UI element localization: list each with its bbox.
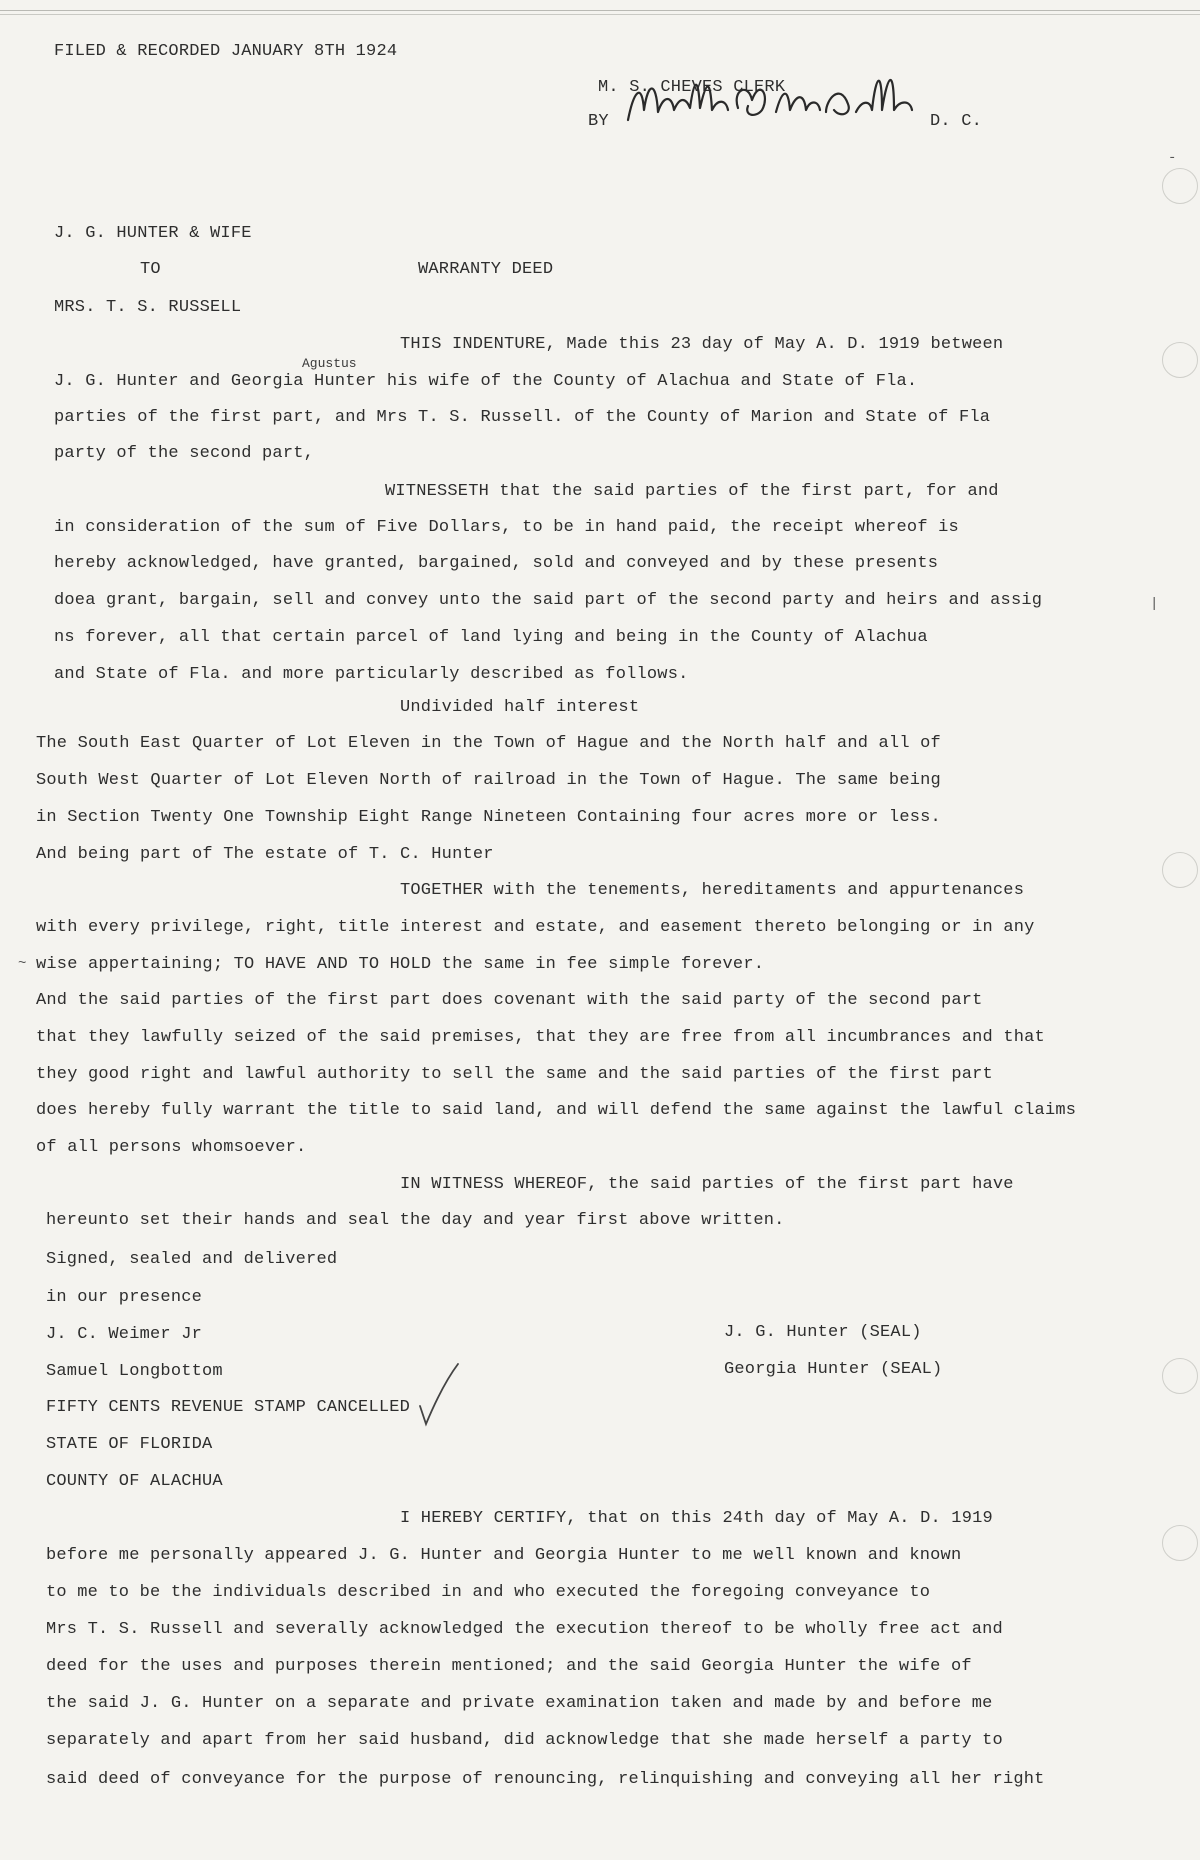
grantor-signature: Georgia Hunter (SEAL)	[724, 1360, 943, 1379]
body-line: the said J. G. Hunter on a separate and private examination taken and made by and before me	[46, 1694, 993, 1713]
body-line: hereby acknowledged, have granted, bargained, sold and conveyed and by these presents	[54, 554, 939, 573]
body-line: that they lawfully seized of the said premises, that they are free from all incumbrances and that	[36, 1028, 1045, 1047]
filed-recorded-line: FILED & RECORDED JANUARY 8TH 1924	[54, 42, 398, 61]
punch-hole	[1162, 1358, 1198, 1394]
body-line: in Section Twenty One Township Eight Range Nineteen Containing four acres more or less.	[36, 808, 941, 827]
body-line: they good right and lawful authority to sell the same and the said parties of the first part	[36, 1065, 993, 1084]
body-line: in consideration of the sum of Five Dollars, to be in hand paid, the receipt whereof is	[54, 518, 959, 537]
witness-name: J. C. Weimer Jr	[46, 1325, 203, 1344]
body-line: I HEREBY CERTIFY, that on this 24th day of May A. D. 1919	[400, 1509, 993, 1528]
grantee-name: MRS. T. S. RUSSELL	[54, 298, 242, 317]
body-line: IN WITNESS WHEREOF, the said parties of the first part have	[400, 1175, 1014, 1194]
by-label: BY	[588, 112, 609, 131]
body-line: The South East Quarter of Lot Eleven in the Town of Hague and the North half and all of	[36, 734, 941, 753]
body-line: doea grant, bargain, sell and convey unto the said part of the second party and heirs and assig	[54, 591, 1043, 610]
top-rule-secondary	[0, 14, 1200, 15]
body-line: Signed, sealed and delivered	[46, 1250, 338, 1269]
body-line: hereunto set their hands and seal the day and year first above written.	[46, 1211, 785, 1230]
body-line: Mrs T. S. Russell and severally acknowledged the execution thereof to be wholly free act and	[46, 1620, 1003, 1639]
body-line: separately and apart from her said husband, did acknowledge that she made herself a party to	[46, 1731, 1003, 1750]
clerk-line: M. S. CHEVES CLERK	[598, 78, 786, 97]
grantor-signature: J. G. Hunter (SEAL)	[724, 1323, 922, 1342]
top-rule	[0, 10, 1200, 11]
body-line: ns forever, all that certain parcel of land lying and being in the County of Alachua	[54, 628, 928, 647]
handwritten-signature-icon	[620, 60, 940, 140]
body-line: THIS INDENTURE, Made this 23 day of May A. D. 1919 between	[400, 335, 1004, 354]
punch-hole	[1162, 342, 1198, 378]
punch-hole	[1162, 852, 1198, 888]
body-line: And the said parties of the first part does covenant with the said party of the second part	[36, 991, 983, 1010]
punch-hole	[1162, 168, 1198, 204]
punch-hole	[1162, 1525, 1198, 1561]
body-line: before me personally appeared J. G. Hunter and Georgia Hunter to me well known and known	[46, 1546, 962, 1565]
body-line: COUNTY OF ALACHUA	[46, 1472, 223, 1491]
document-type: WARRANTY DEED	[418, 260, 554, 279]
body-line: of all persons whomsoever.	[36, 1138, 307, 1157]
body-line: said deed of conveyance for the purpose of renouncing, relinquishing and conveying all her right	[46, 1770, 1045, 1789]
margin-tick-icon: -	[1168, 150, 1177, 166]
to-label: TO	[140, 260, 161, 279]
body-line: South West Quarter of Lot Eleven North of railroad in the Town of Hague. The same being	[36, 771, 941, 790]
body-line: WITNESSETH that the said parties of the first part, for and	[385, 482, 999, 501]
dc-label: D. C.	[930, 112, 983, 131]
body-line: with every privilege, right, title interest and estate, and easement thereto belonging or in any	[36, 918, 1035, 937]
body-line: TOGETHER with the tenements, hereditaments and appurtenances	[400, 881, 1025, 900]
body-line: deed for the uses and purposes therein mentioned; and the said Georgia Hunter the wife of	[46, 1657, 972, 1676]
body-line: party of the second part,	[54, 444, 315, 463]
grantor-name: J. G. HUNTER & WIFE	[54, 224, 252, 243]
interlinear-insertion: Agustus	[302, 356, 357, 371]
body-line: wise appertaining; TO HAVE AND TO HOLD the same in fee simple forever.	[36, 955, 765, 974]
clerk-signature	[620, 60, 940, 145]
body-line: to me to be the individuals described in and who executed the foregoing conveyance to	[46, 1583, 931, 1602]
revenue-stamp-note: FIFTY CENTS REVENUE STAMP CANCELLED	[46, 1398, 411, 1417]
margin-mark-icon: ~	[18, 956, 27, 972]
checkmark-icon	[416, 1360, 466, 1435]
witness-name: Samuel Longbottom	[46, 1362, 223, 1381]
body-line: STATE OF FLORIDA	[46, 1435, 213, 1454]
body-line: does hereby fully warrant the title to said land, and will defend the same against the lawful claims	[36, 1101, 1077, 1120]
body-line: in our presence	[46, 1288, 203, 1307]
body-line: J. G. Hunter and Georgia Hunter his wife of the County of Alachua and State of Fla.	[54, 372, 918, 391]
body-line: parties of the first part, and Mrs T. S. Russell. of the County of Marion and State of Fla	[54, 408, 991, 427]
body-line: and State of Fla. and more particularly described as follows.	[54, 665, 689, 684]
body-line: And being part of The estate of T. C. Hunter	[36, 845, 494, 864]
body-line: Undivided half interest	[400, 698, 640, 717]
margin-tick-icon: |	[1150, 596, 1159, 612]
